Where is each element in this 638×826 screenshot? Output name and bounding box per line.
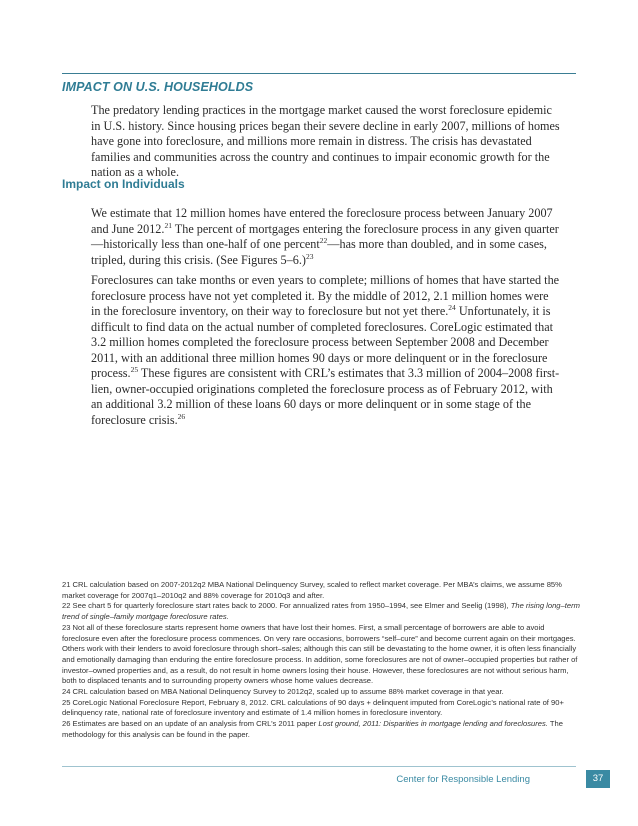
- bottom-rule: [62, 766, 576, 767]
- intro-paragraph: The predatory lending practices in the mortgage market caused the worst foreclosure epidemic in U.S. history. Since housing prices began their severe decline in early 2007, millions of homes have gone into foreclosure, and millions more remain in distress. The crisis has devastated families and communities across the country and continues to impair economic growth for the nation as a whole.: [91, 103, 560, 179]
- footnote-ref-22[interactable]: 22: [319, 235, 328, 245]
- paragraph-text: Foreclosures can take months or even years to complete; millions of homes that have started the foreclosure process have not yet completed it. By the middle of 2012, 2.1 million homes were in the foreclosure inventory, on their way to foreclosure but not yet there.: [91, 273, 560, 318]
- page-number: 37: [586, 770, 610, 788]
- footnote-ref-23[interactable]: 23: [305, 251, 314, 261]
- paragraph-foreclosure-estimate: [91, 206, 561, 268]
- subheading-impact-on-individuals: Impact on Individuals: [62, 177, 185, 191]
- section-title: IMPACT ON U.S. HOUSEHOLDS: [62, 80, 254, 94]
- footnote-text: 22 See chart 5 for quarterly foreclosure start rates back to 2000. For annualized rates from 1950–1994, see Elmer and Seelig (1998),: [62, 601, 511, 611]
- footnote-24: 24 CRL calculation based on MBA National Delinquency Survey to 2012q2, scaled up to assume 88% market coverage in that year.: [62, 687, 504, 697]
- footnote-22: [62, 601, 580, 622]
- paragraph-text: —has more than doubled, and in some cases, tripled, during this crisis. (See Figures 5–6.): [91, 237, 547, 267]
- paragraph-text: These figures are consistent with CRL’s estimates that 3.3 million of 2004–2008 first-lien, owner-occupied originations completed the foreclosure process as of February 2012, with an additional 3.2 million of these loans 60 days or more delinquent or in some stage of the foreclosure crisis.: [91, 366, 560, 427]
- footnote-23: 23 Not all of these foreclosure starts represent home owners that have lost their homes. First, a small percentage of borrowers are able to avoid foreclosure even after the foreclosure process commences. On very rare occasions, borrowers “self–cure” and become current again on their mortgages. Others work with their lenders to avoid foreclosure through short–sales; although this can still be devastating to the home owner, it is often less financially and emotionally damaging than enduring the entire foreclosure process. In addition, some foreclosures are not of owner–occupied properties but rather of investor–owned properties and, as a result, do not result in home owners losing their house. However, these foreclosures are not without serious harm, both to displaced tenants and to surrounding property owners whose home values decrease.: [62, 622, 578, 686]
- footnote-ref-24[interactable]: 24: [448, 302, 456, 312]
- paragraph-foreclosure-duration: [91, 273, 561, 428]
- footer-organization: Center for Responsible Lending: [396, 774, 530, 785]
- top-rule: [62, 73, 576, 74]
- footnotes: [62, 580, 580, 741]
- footnote-26: [62, 719, 580, 740]
- footnote-ref-26[interactable]: 26: [177, 411, 186, 421]
- footnote-ref-21[interactable]: 21: [164, 220, 172, 230]
- footnote-ref-25[interactable]: 25: [130, 364, 139, 374]
- footnote-citation-title: The rising long–term trend of single–family mortgage foreclosure rates.: [62, 601, 580, 622]
- footnote-text: 26 Estimates are based on an update of an analysis from CRL’s 2011 paper: [62, 719, 319, 729]
- paragraph-text: The percent of mortgages entering the foreclosure process in any given quarter—historically less than one-half of one percent: [91, 221, 559, 251]
- paragraph-text: Unfortunately, it is difficult to find data on the actual number of completed foreclosures. CoreLogic estimated that 3.2 million homes completed the foreclosure process between September 2008 and December 2011, with an additional three million homes 90 days or more delinquent or in the foreclosure process.: [91, 304, 554, 380]
- paragraph-text: We estimate that 12 million homes have entered the foreclosure process between January 2007 and June 2012.: [91, 206, 553, 236]
- footnote-citation-title: Lost ground, 2011: Disparities in mortgage lending and foreclosures.: [318, 719, 548, 729]
- footnote-text: The methodology for this analysis can be found in the paper.: [62, 719, 563, 739]
- footnote-25: 25 CoreLogic National Foreclosure Report, February 8, 2012. CRL calculations of 90 days + delinquent imputed from CoreLogic’s national rate of 90+ delinquency rate, national rate of foreclosure inventory and estimate of 1.4 million homes in foreclosure inventory.: [62, 697, 564, 718]
- footnote-21: 21 CRL calculation based on 2007-2012q2 MBA National Delinquency Survey, scaled to reflect market coverage. Per MBA’s claims, we assume 85% market coverage for 2007q1–2010q2 and 88% coverage for 2010q3 and after.: [62, 580, 562, 600]
